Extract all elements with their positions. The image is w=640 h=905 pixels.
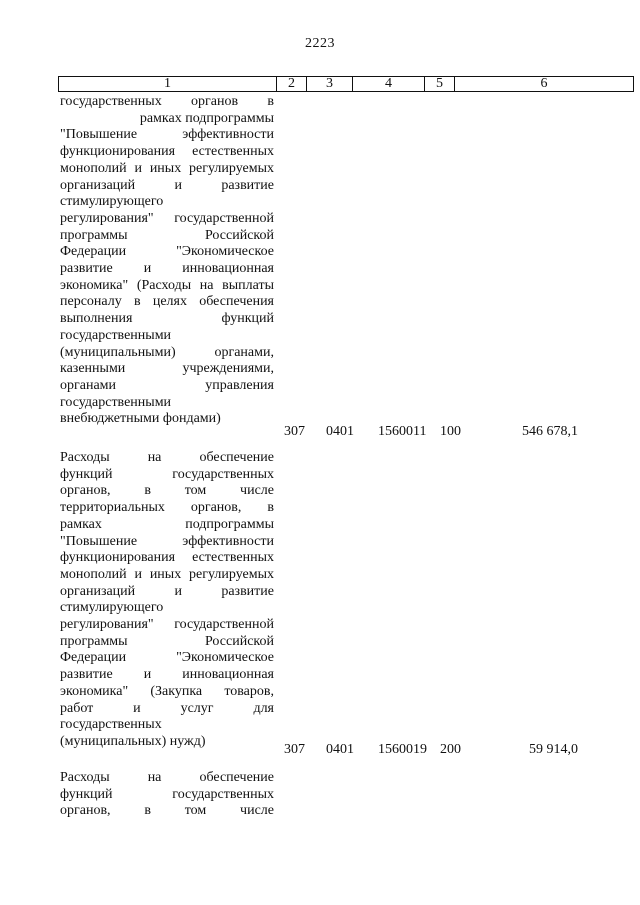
desc-line: программы Российской <box>60 633 274 649</box>
desc-line: функционирования естественных <box>60 550 274 566</box>
desc-line: рамках подпрограммы <box>60 516 274 532</box>
desc-line: государственными <box>60 327 172 343</box>
header-col-3: 3 <box>307 77 353 91</box>
cell-expense-type: 100 <box>440 424 461 439</box>
row-1-description <box>60 94 274 428</box>
desc-line: "Повышение эффективности <box>60 533 274 549</box>
desc-line: регулирования" государственной <box>60 210 274 226</box>
table-header-row <box>58 76 634 92</box>
desc-line: стимулирующего <box>60 194 164 210</box>
header-col-1: 1 <box>59 77 277 91</box>
cell-section: 0401 <box>326 424 354 439</box>
desc-line: Расходы на обеспечение <box>60 450 274 465</box>
desc-line: функционирования естественных <box>60 144 274 160</box>
page-number: 2223 <box>305 36 335 51</box>
desc-line: (муниципальными) органами, <box>60 344 274 360</box>
desc-line: функций государственных <box>60 786 274 802</box>
desc-line: экономика" (Расходы на выплаты <box>60 277 274 293</box>
desc-line: органов, в том числе <box>60 483 274 499</box>
desc-line: монополий и иных регулируемых <box>60 566 274 582</box>
header-col-6: 6 <box>540 76 548 91</box>
desc-line: государственных органов в <box>60 94 274 109</box>
cell-amount: 546 678,1 <box>522 424 578 439</box>
desc-line: персоналу в целях обеспечения <box>60 294 274 310</box>
desc-line: казенными учреждениями, <box>60 361 274 377</box>
desc-line: организаций и развитие <box>60 583 274 599</box>
desc-line: развитие и инновационная <box>60 261 274 277</box>
desc-line: внебюджетными фондами) <box>60 411 221 427</box>
cell-target-article: 1560011 <box>378 424 427 439</box>
desc-line: стимулирующего <box>60 600 164 616</box>
desc-line: Федерации "Экономическое <box>60 244 274 260</box>
desc-line: монополий и иных регулируемых <box>60 160 274 176</box>
desc-line: экономика" (Закупка товаров, <box>60 683 274 699</box>
header-col-5: 5 <box>425 77 455 91</box>
desc-line: регулирования" государственной <box>60 617 274 633</box>
cell-gr: 307 <box>284 424 305 439</box>
desc-line: Федерации "Экономическое <box>60 650 274 666</box>
cell-gr: 307 <box>284 742 305 757</box>
cell-expense-type: 200 <box>440 742 461 757</box>
header-col-2: 2 <box>277 77 307 91</box>
desc-line: работ и услуг для <box>60 700 274 716</box>
desc-line: функций государственных <box>60 466 274 482</box>
desc-line: "Повышение эффективности <box>60 127 274 143</box>
desc-line: рамках подпрограммы <box>139 110 274 126</box>
desc-line: программы Российской <box>60 227 274 243</box>
cell-amount: 59 914,0 <box>529 742 578 757</box>
desc-line: (муниципальных) нужд) <box>60 733 206 749</box>
desc-line: Расходы на обеспечение <box>60 770 274 785</box>
desc-line: выполнения функций <box>60 311 274 327</box>
header-col-4: 4 <box>353 77 425 91</box>
desc-line: органов, в том числе <box>60 803 274 819</box>
row-3-description <box>60 770 274 820</box>
desc-line: организаций и развитие <box>60 177 274 193</box>
desc-line: развитие и инновационная <box>60 667 274 683</box>
cell-section: 0401 <box>326 742 354 757</box>
desc-line: территориальных органов, в <box>60 500 274 516</box>
row-2-description <box>60 450 274 751</box>
desc-line: государственными <box>60 394 172 410</box>
desc-line: государственных <box>60 717 162 733</box>
desc-line: органами управления <box>60 377 274 393</box>
cell-target-article: 1560019 <box>378 742 427 757</box>
